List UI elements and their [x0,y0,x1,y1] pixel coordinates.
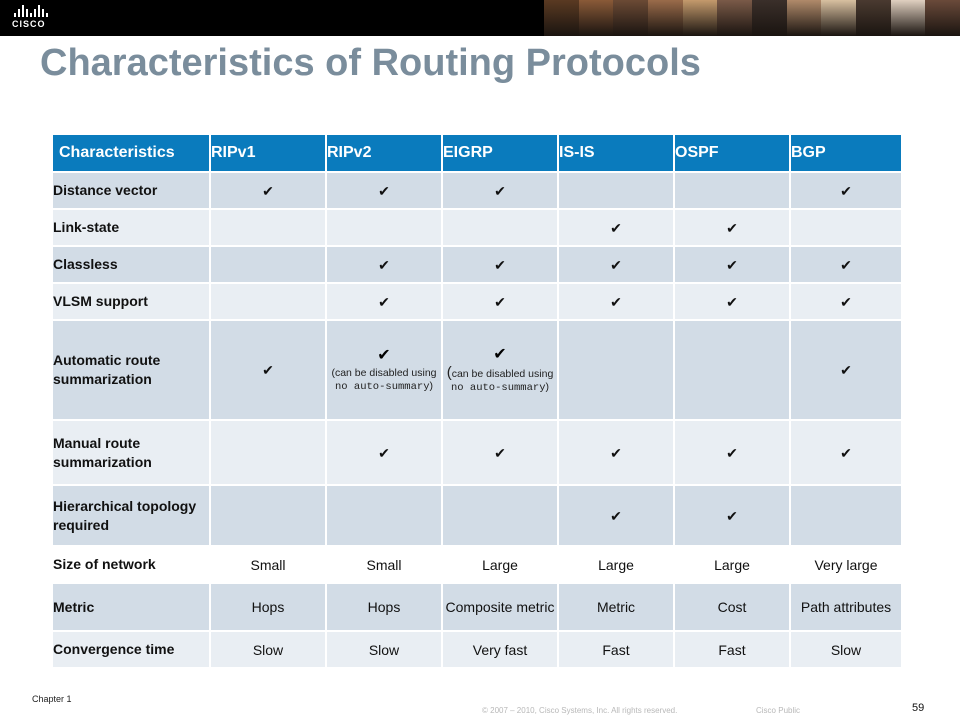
column-header: IS-IS [558,134,674,172]
table-cell [674,172,790,209]
row-label: Link-state [52,209,210,246]
table-cell: Slow [210,631,326,668]
top-banner [0,0,960,36]
check-icon: ✔ [558,485,674,546]
column-header: EIGRP [442,134,558,172]
header-row [52,134,902,172]
photo-tile [925,0,960,36]
table-cell: Metric [558,583,674,631]
check-icon: ✔ [493,346,507,363]
photo-tile [579,0,614,36]
column-header: OSPF [674,134,790,172]
table-cell: Cost [674,583,790,631]
table-cell [210,485,326,546]
table-cell [210,283,326,320]
check-icon: ✔ [377,347,391,364]
table-cell [558,320,674,420]
check-icon: ✔ [210,320,326,420]
check-icon: ✔ [326,420,442,485]
table-cell: Very large [790,546,902,583]
check-icon: ✔ [790,320,902,420]
table-cell: Small [210,546,326,583]
row-label: Classless [52,246,210,283]
row-label: Convergence time [52,631,210,668]
check-icon: ✔ [674,246,790,283]
cisco-bars-icon [14,5,56,17]
table-cell [442,209,558,246]
column-header: Characteristics [52,134,210,172]
table-row [52,172,902,209]
protocol-table [51,133,903,669]
table-cell [558,172,674,209]
table-row [52,485,902,546]
check-icon: ✔ [558,420,674,485]
check-icon: ✔ [674,209,790,246]
column-header: RIPv1 [210,134,326,172]
check-icon: ✔ [326,283,442,320]
table-cell: Hops [210,583,326,631]
check-icon: ✔ [442,246,558,283]
check-icon: ✔ [790,420,902,485]
check-icon: ✔ [790,246,902,283]
check-icon: ✔ [442,283,558,320]
table-row [52,420,902,485]
cisco-logo [12,5,56,31]
table-cell: Fast [558,631,674,668]
photo-tile [752,0,787,36]
check-icon: ✔ [790,172,902,209]
check-icon: ✔ [558,283,674,320]
check-icon: ✔ [442,420,558,485]
check-icon: ✔ [210,172,326,209]
table-cell: Slow [790,631,902,668]
logo-text: CISCO [12,19,46,29]
table-row [52,246,902,283]
table-cell [326,320,442,420]
table-cell [210,209,326,246]
table-cell: Fast [674,631,790,668]
column-header: BGP [790,134,902,172]
photo-tile [613,0,648,36]
photo-tile [544,0,579,36]
row-label: VLSM support [52,283,210,320]
table-cell [790,209,902,246]
column-header: RIPv2 [326,134,442,172]
table-cell: Slow [326,631,442,668]
photo-tile [648,0,683,36]
table-cell [790,485,902,546]
check-icon: ✔ [326,172,442,209]
table-cell [442,485,558,546]
photo-tile [821,0,856,36]
row-label: Size of network [52,546,210,583]
photo-tile [787,0,822,36]
table-row [52,320,902,420]
check-icon: ✔ [674,485,790,546]
cell-note: (can be disabled using no auto-summary) [331,367,437,393]
table-row [52,546,902,583]
table-cell: Composite metric [442,583,558,631]
photo-tile [717,0,752,36]
table-cell [210,246,326,283]
classification-text: Cisco Public [756,706,801,715]
check-icon: ✔ [674,283,790,320]
table-cell [326,209,442,246]
table-cell: Small [326,546,442,583]
table-cell: Large [558,546,674,583]
table-cell [674,320,790,420]
table-cell: Large [674,546,790,583]
table-cell [210,420,326,485]
photo-tile [856,0,891,36]
table-cell: Very fast [442,631,558,668]
check-icon: ✔ [442,172,558,209]
page-number: 59 [912,702,925,714]
table-cell: Path attributes [790,583,902,631]
check-icon: ✔ [558,209,674,246]
slide-title: Characteristics of Routing Protocols [40,42,701,84]
chapter-label: Chapter 1 [32,694,72,704]
cell-note: (can be disabled using no auto-summary) [446,364,554,394]
table-cell: Hops [326,583,442,631]
table-row [52,209,902,246]
photo-tile [891,0,926,36]
copyright-text: © 2007 – 2010, Cisco Systems, Inc. All rights reserved. [482,706,678,715]
row-label: Hierarchical topology required [52,485,210,546]
table-cell [326,485,442,546]
check-icon: ✔ [326,246,442,283]
table-cell: Large [442,546,558,583]
table-cell [442,320,558,420]
photo-strip [544,0,960,36]
row-label: Automatic route summarization [52,320,210,420]
check-icon: ✔ [558,246,674,283]
check-icon: ✔ [790,283,902,320]
row-label: Manual route summarization [52,420,210,485]
row-label: Distance vector [52,172,210,209]
table-row [52,631,902,668]
row-label: Metric [52,583,210,631]
photo-tile [683,0,718,36]
table-row [52,583,902,631]
table-row [52,283,902,320]
check-icon: ✔ [674,420,790,485]
